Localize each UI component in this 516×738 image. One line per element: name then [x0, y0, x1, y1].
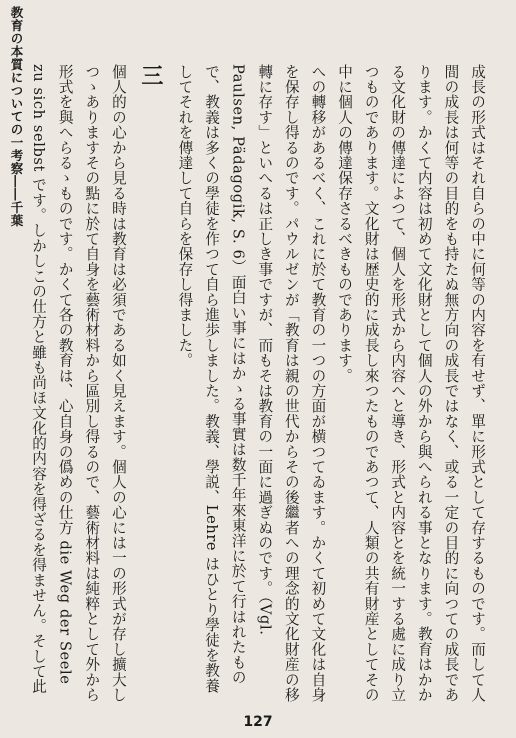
section-heading-three: 三: [137, 64, 164, 87]
paragraph-3: 個人的の心から見る時は教育は必須である如く見えます。個人の心には一の形式が存し擴大しつゝありますその點に於て自身を藝術材料から區別し得るので、藝術材料は純粹として外から形式を與へらるゝものです。かくて各の教育は、心自身の僞めの仕方 die Weg der Seele zu sich selbst です。しかしこの仕方と雖も尚ほ文化的内容を得ざるを得ません。そして此: [30, 64, 127, 703]
running-header: 教育の本質についての一考察――千葉: [9, 6, 24, 227]
paragraph-2: への轉移があるべく、これに於て教育の一つの方面が横つてゐます。かくて初めて文化は自身を保存し得るのです。パウルゼンが「教育は親の世代からその後繼者への理念的文化財産の移轉に存す」といへるは正しき事ですが、而もそは教育の一面に過ぎぬのです。（Vgl. Paulsen, Pädagogik, S. 6）面白い事にはかゝる事實は数千年來東洋に於て行はれたもので、教義は多くの學徒を作つて自ら進歩しました。教義、學説、Lehre はひとり學徒を教養してそれを傳達して自らを保存し得ました。: [176, 64, 327, 703]
page-number: 127: [243, 714, 273, 730]
vertical-body-text: [20, 64, 490, 704]
paragraph-1: 成長の形式はそれ自らの中に何等の内容を有せず、單に形式として存するものです。而して人間の成長は何等の目的をも持たぬ無方向の成長ではなく、或る一定の目的に向つての成長であります。かくて内容は初めて文化財として個人の外から與へられる事となります。教育はかかる文化財の傳達によつて、個人を形式から内容へと導き、形式と内容とを統一する處に成り立つものであります。文化財は歴史的に成長し來つたものであつて、人類の共有財産としてその中に個人の傳達保存さるべきものであります。: [336, 64, 486, 703]
